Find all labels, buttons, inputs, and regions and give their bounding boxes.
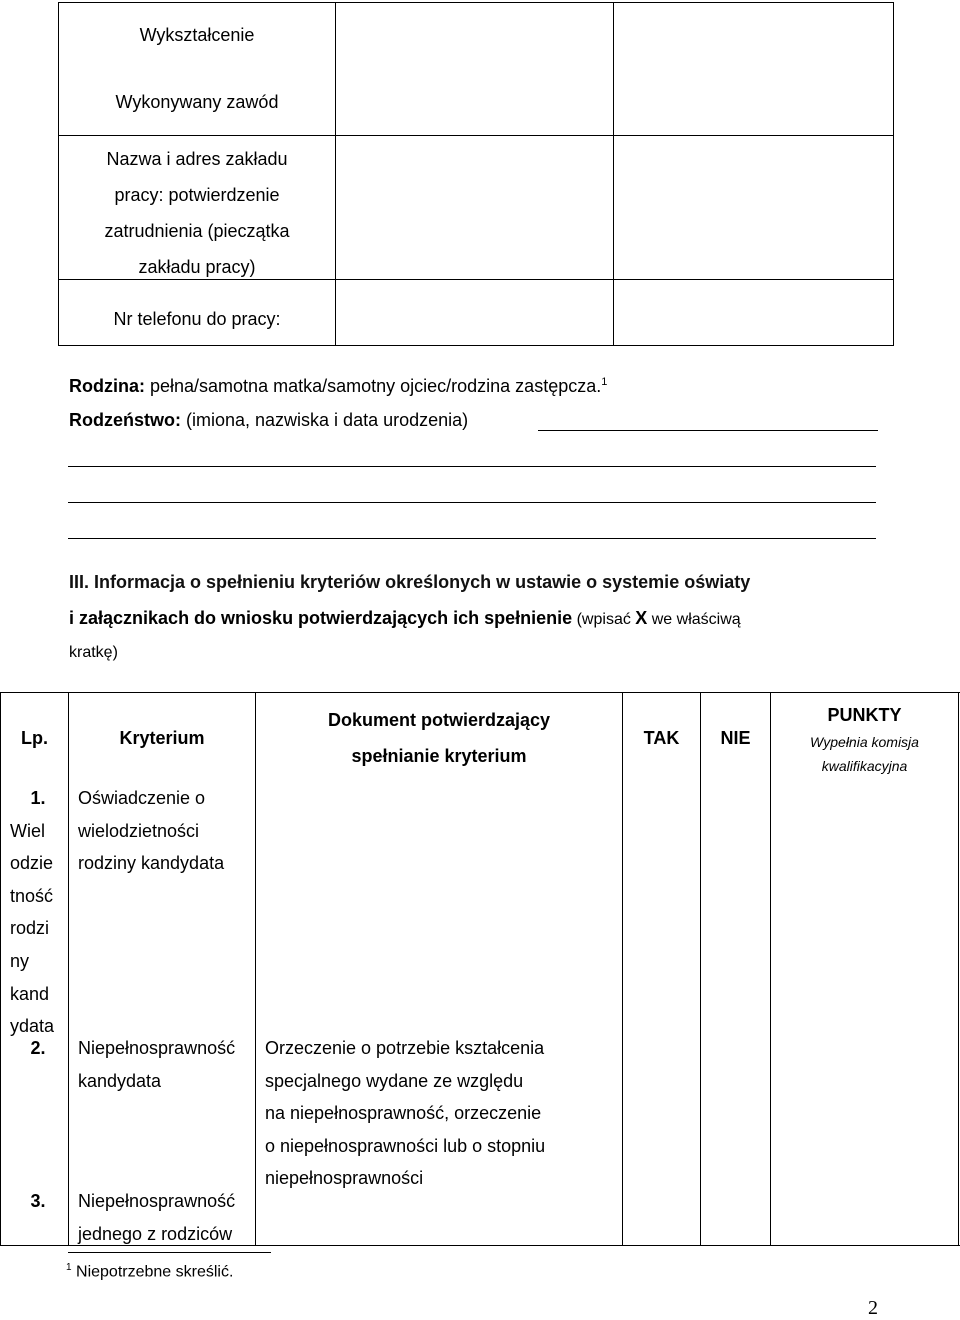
header-kryterium: Kryterium: [119, 728, 205, 748]
row-1-nie-cell[interactable]: [701, 786, 769, 1030]
rodzenstwo-blank-3[interactable]: [68, 502, 876, 503]
page-number: 2: [868, 1297, 878, 1319]
section3-line3: kratkę): [69, 644, 118, 661]
header-nie: NIE: [720, 728, 751, 748]
row-3-nie-cell[interactable]: [701, 1190, 769, 1245]
section3-heading: III. Informacja o spełnieniu kryteriów określonych w ustawie o systemie oświaty: [69, 572, 751, 592]
rodzenstwo-blank-4[interactable]: [68, 538, 876, 539]
rodzenstwo-line: Rodzeństwo: (imiona, nazwiska i data urodzenia): [69, 410, 469, 430]
footnote: $^1$ Niepotrzebne skreślić.: [66, 1262, 234, 1281]
label-nr-telefonu: Nr telefonu do pracy:: [113, 309, 281, 329]
header-punkty: PUNKTY Wypełnia komisja kwalifikacyjna: [810, 705, 919, 774]
row-2-dokument: Orzeczenie o potrzebie kształcenia specjalnego wydane ze względu na niepełnosprawność, orzeczenie o niepełnosprawności lub o stopniu niepełnosprawności: [265, 1038, 546, 1189]
row-3-tak-cell[interactable]: [623, 1190, 699, 1245]
row-2-lp: 2.: [30, 1038, 46, 1058]
row-1-lp: 1. Wiel odzie tność rodzi ny kand ydata: [10, 788, 55, 1037]
row-2-kryterium: Niepełnosprawność kandydata: [78, 1038, 236, 1091]
row-1-tak-cell[interactable]: [623, 786, 699, 1030]
header-lp: Lp.: [21, 728, 48, 748]
row-3-lp: 3.: [30, 1191, 46, 1211]
row-3-kryterium: Niepełnosprawność jednego z rodziców: [78, 1191, 236, 1244]
rodzenstwo-blank-2[interactable]: [68, 466, 876, 467]
label-nazwa-adres-zakladu: Nazwa i adres zakładu pracy: potwierdzenie zatrudnienia (pieczątka zakładu pracy): [104, 149, 290, 277]
header-tak: TAK: [643, 728, 680, 748]
header-dokument: Dokument potwierdzający spełnianie kryterium: [327, 710, 551, 766]
row-2-nie-cell[interactable]: [701, 1032, 769, 1182]
section3-line2: i załącznikach do wniosku potwierdzających ich spełnienie (wpisać X we właściwą: [69, 608, 741, 628]
label-wyksztalcenie: Wykształcenie: [139, 25, 255, 45]
rodzenstwo-blank-1[interactable]: [538, 430, 878, 431]
row-1-kryterium: Oświadczenie o wielodzietności rodziny kandydata: [78, 788, 225, 874]
label-wykonywany-zawod: Wykonywany zawód: [115, 92, 279, 112]
rodzina-line: Rodzina: pełna/samotna matka/samotny ojciec/rodzina zastępcza.$^1$: [69, 376, 608, 396]
footnote-separator: [68, 1252, 271, 1253]
row-2-tak-cell[interactable]: [623, 1032, 699, 1182]
